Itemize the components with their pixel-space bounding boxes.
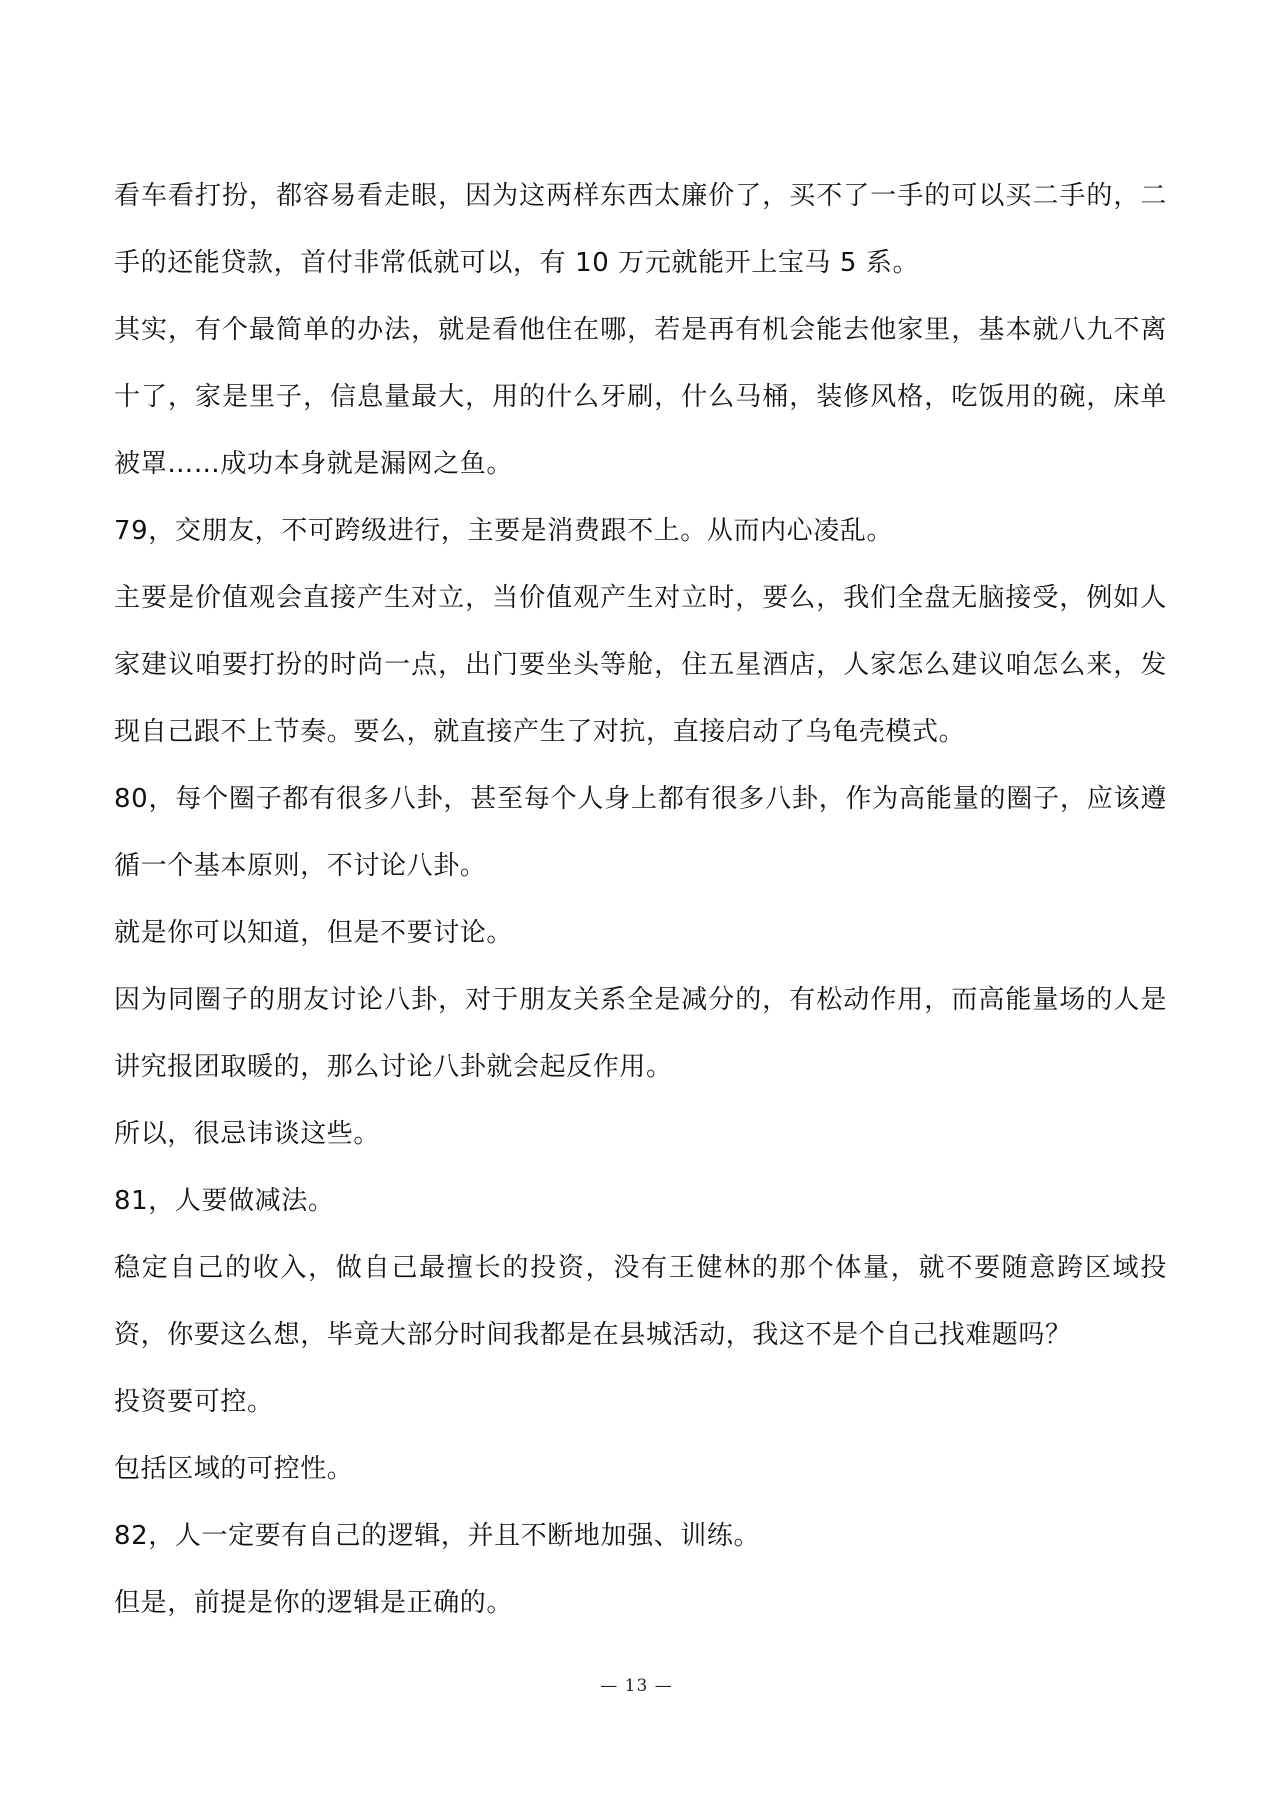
- paragraph: 79，交朋友，不可跨级进行，主要是消费跟不上。从而内心凌乱。: [114, 516, 894, 546]
- paragraph: 其实，有个最简单的办法，就是看他住在哪，若是再有机会能去他家里，基本就八九不离十了，家是里子，信息量最大，用的什么牙刷，什么马桶，装修风格，吃饭用的碗，床单被罩……成功本身就是漏网之鱼。: [114, 315, 1167, 479]
- paragraph: 所以，很忌讳谈这些。: [114, 1119, 381, 1149]
- paragraph: 就是你可以知道，但是不要讨论。: [114, 918, 514, 948]
- paragraph: 因为同圈子的朋友讨论八卦，对于朋友关系全是减分的，有松动作用，而高能量场的人是讲究报团取暖的，那么讨论八卦就会起反作用。: [114, 985, 1167, 1082]
- paragraph: 80，每个圈子都有很多八卦，甚至每个人身上都有很多八卦，作为高能量的圈子，应该遵循一个基本原则，不讨论八卦。: [114, 784, 1167, 881]
- paragraph: 稳定自己的收入，做自己最擅长的投资，没有王健林的那个体量，就不要随意跨区域投资，你要这么想，毕竟大部分时间我都是在县城活动，我这不是个自己找难题吗？: [114, 1253, 1167, 1350]
- paragraph: 但是，前提是你的逻辑是正确的。: [114, 1588, 514, 1618]
- page-number: — 13 —: [600, 1676, 673, 1696]
- paragraph: 81，人要做减法。: [114, 1186, 335, 1216]
- paragraph: 投资要可控。: [114, 1387, 274, 1417]
- paragraph: 主要是价值观会直接产生对立，当价值观产生对立时，要么，我们全盘无脑接受，例如人家建议咱要打扮的时尚一点，出门要坐头等舱，住五星酒店，人家怎么建议咱怎么来，发现自己跟不上节奏。要么，就直接产生了对抗，直接启动了乌龟壳模式。: [114, 583, 1167, 747]
- document-body: [114, 163, 1167, 1637]
- paragraph: 包括区域的可控性。: [114, 1454, 354, 1484]
- paragraph: 82，人一定要有自己的逻辑，并且不断地加强、训练。: [114, 1521, 761, 1551]
- paragraph: 看车看打扮，都容易看走眼，因为这两样东西太廉价了，买不了一手的可以买二手的，二手的还能贷款，首付非常低就可以，有 10 万元就能开上宝马 5 系。: [114, 181, 1167, 278]
